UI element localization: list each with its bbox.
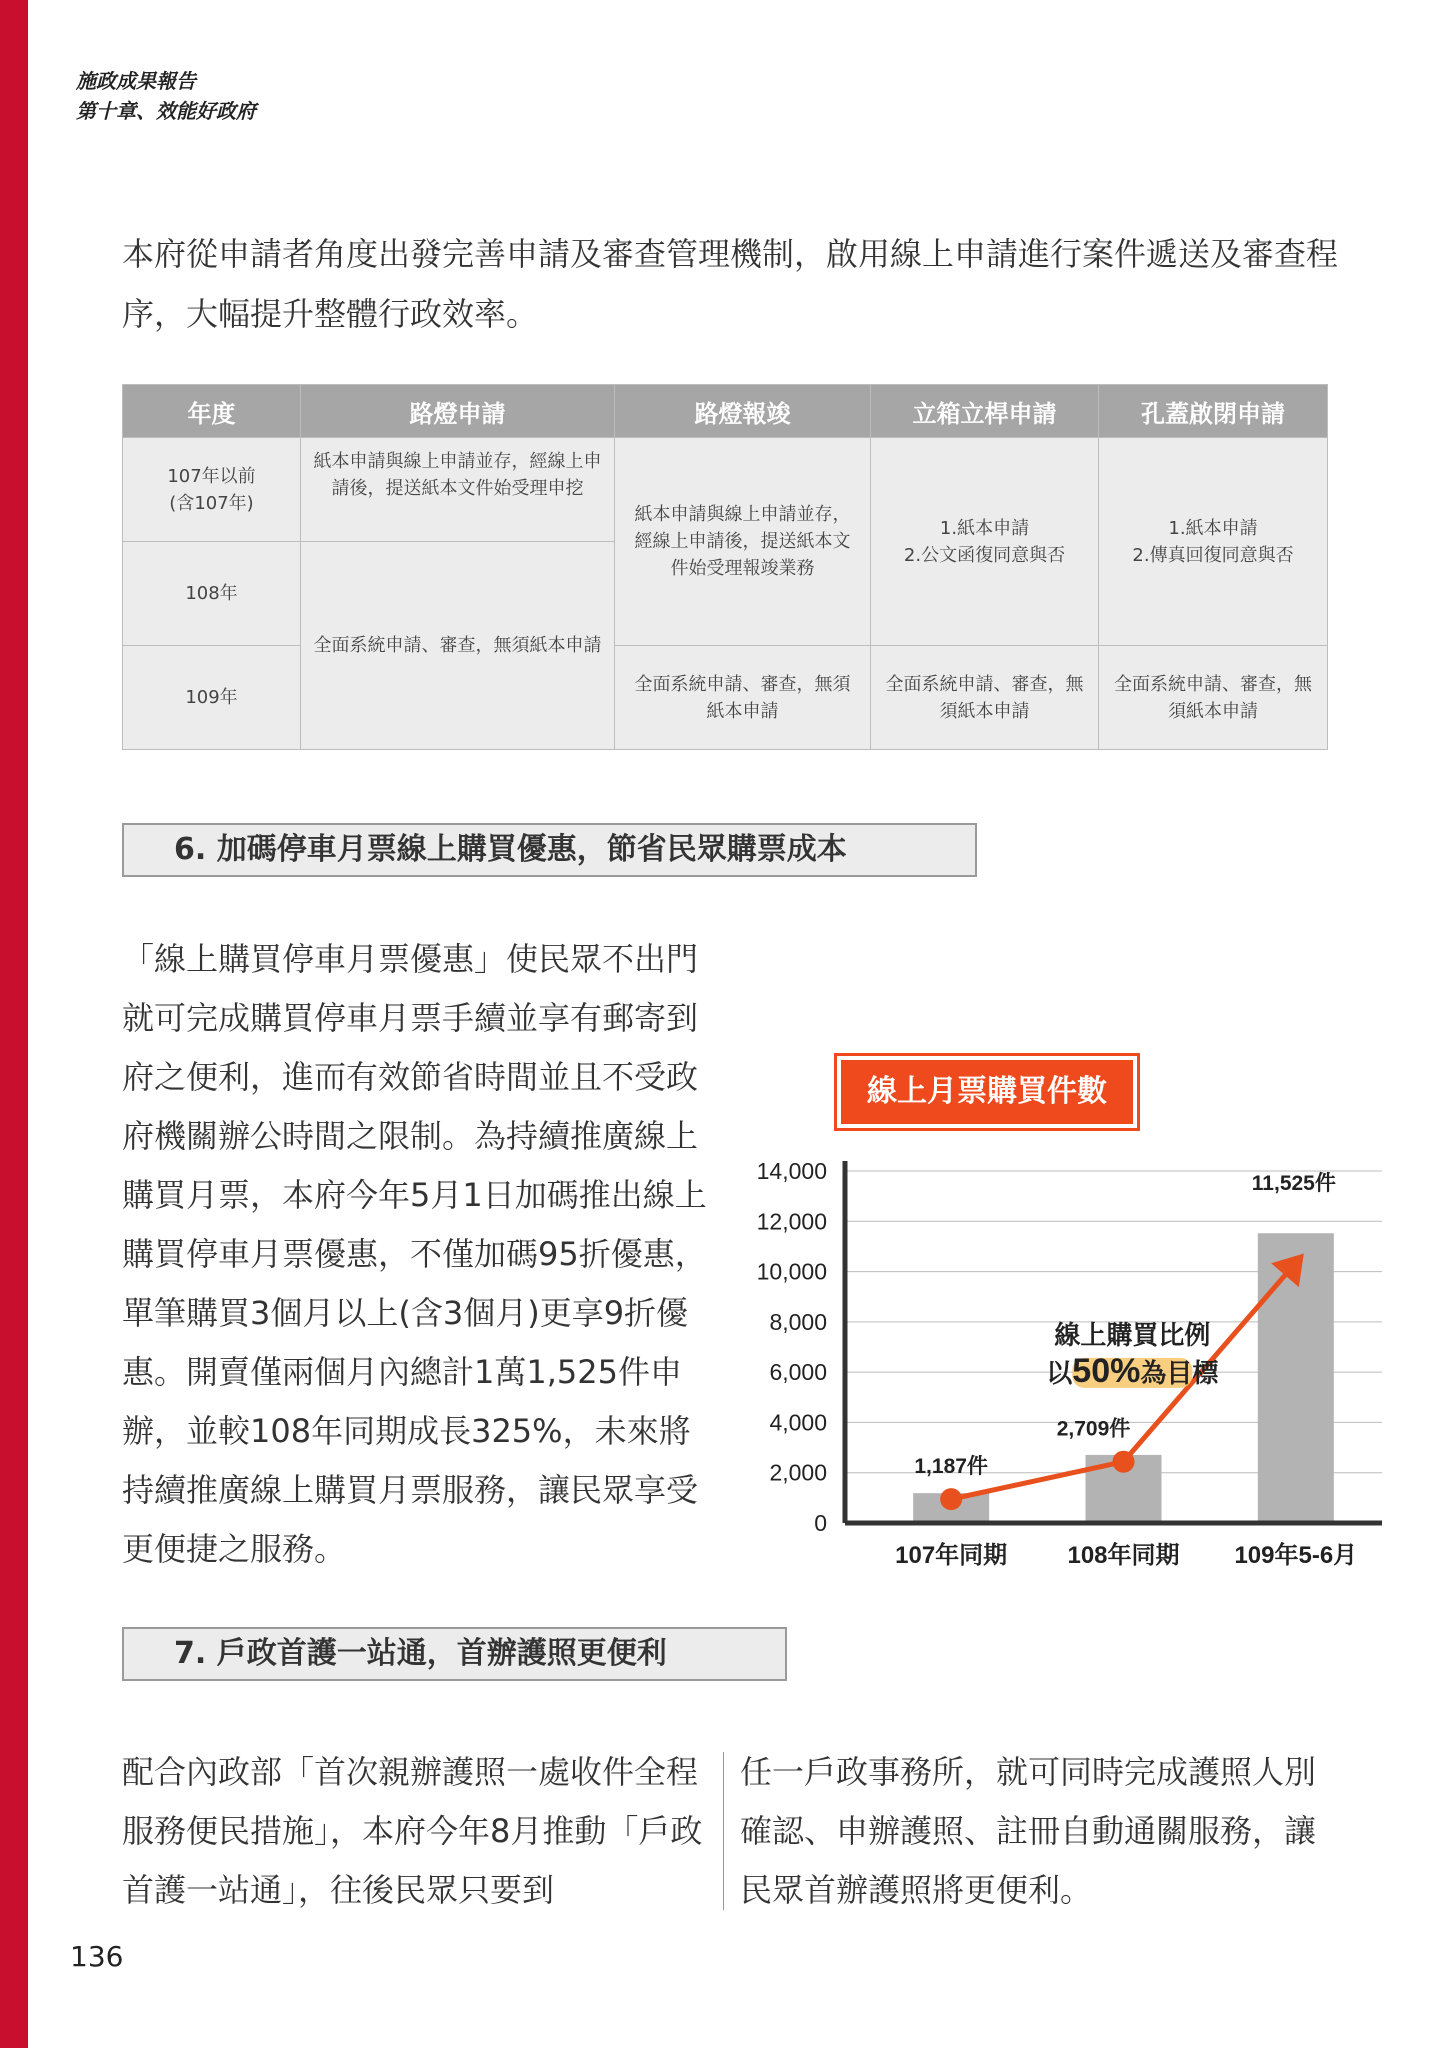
header-manhole-apply: 孔蓋啟閉申請: [1099, 385, 1328, 438]
section-6-paragraph: 「線上購買停車月票優惠」使民眾不出門就可完成購買停車月票手續並享有郵寄到府之便利，進而有效節省時間並且不受政府機關辦公時間之限制。為持續推廣線上購買月票，本府今年5月1日加碼推出線上購買停車月票優惠，不僅加碼95折優惠，單筆購買3個月以上(含3個月)更享9折優惠。開賣僅兩個月內總計1萬1,525件申辦，並較108年同期成長325%，未來將持續推廣線上購買月票服務，讓民眾享受更便捷之服務。: [122, 940, 707, 1568]
section-7-paragraph-right: 任一戶政事務所，就可同時完成護照人別確認、申辦護照、註冊自動通關服務，讓民眾首辦護照將更便利。: [740, 1753, 1317, 1909]
y-tick-label: 2,000: [769, 1459, 827, 1486]
annotation-percent: 50%: [1072, 1351, 1141, 1390]
trend-point: [1113, 1451, 1135, 1473]
y-tick-label: 8,000: [769, 1308, 827, 1335]
streetlight-complete-paper: 紙本申請與線上申請並存，經線上申請後，提送紙本文件始受理報竣業務: [615, 438, 871, 646]
header-year: 年度: [123, 385, 301, 438]
section-7-paragraph-left: 配合內政部「首次親辦護照一處收件全程服務便民措施」，本府今年8月推動「戶政首護一站通」，往後民眾只要到: [122, 1753, 703, 1909]
streetlight-apply-online: 全面系統申請、審查，無須紙本申請: [301, 542, 615, 750]
data-label: 2,709件: [1056, 1417, 1131, 1441]
header-streetlight-complete: 路燈報竣: [615, 385, 871, 438]
chart-title: 線上月票購買件數: [841, 1060, 1133, 1124]
x-tick-label: 109年5-6月: [1234, 1542, 1358, 1569]
y-tick-label: 14,000: [756, 1158, 827, 1184]
section-7-title: 7. 戶政首護一站通，首辦護照更便利: [122, 1627, 787, 1681]
intro-paragraph: 本府從申請者角度出發完善申請及審查管理機制，啟用線上申請進行案件遞送及審查程序，大幅提升整體行政效率。: [122, 235, 1339, 333]
trend-point: [940, 1488, 962, 1510]
y-tick-label: 10,000: [756, 1258, 827, 1285]
chapter-title: 第十章、效能好政府: [76, 99, 256, 123]
header-box-pole-apply: 立箱立桿申請: [871, 385, 1099, 438]
table-row: [123, 438, 1328, 542]
annotation-line-2: [1046, 1352, 1219, 1390]
y-tick-label: 4,000: [769, 1409, 827, 1436]
streetlight-complete-online: 全面系統申請、審查，無須紙本申請: [615, 646, 871, 750]
y-tick-label: 12,000: [756, 1208, 827, 1235]
x-tick-label: 107年同期: [895, 1542, 1008, 1569]
year-cell-107: 107年以前 (含107年): [123, 438, 301, 542]
side-accent-bar: [0, 0, 28, 2048]
section-6-title: 6. 加碼停車月票線上購買優惠，節省民眾購票成本: [122, 823, 977, 877]
annotation-prefix: 以: [1046, 1357, 1073, 1388]
column-divider: [723, 1752, 724, 1910]
annotation-line-1: 線上購買比例: [1054, 1319, 1211, 1350]
page-number: 136: [70, 1940, 124, 1973]
year-cell-108: 108年: [123, 542, 301, 646]
manhole-online: 全面系統申請、審查，無須紙本申請: [1099, 646, 1328, 750]
x-tick-label: 108年同期: [1067, 1542, 1180, 1569]
data-label: 11,525件: [1251, 1171, 1336, 1195]
data-label: 1,187件: [914, 1455, 988, 1479]
monthly-pass-chart: [730, 1045, 1390, 1585]
application-process-table: [122, 384, 1328, 750]
table-header-row: [123, 385, 1328, 438]
box-pole-paper: 1.紙本申請 2.公文函復同意與否: [871, 438, 1099, 646]
streetlight-apply-paper: 紙本申請與線上申請並存，經線上申請後，提送紙本文件始受理申挖: [301, 438, 615, 542]
y-tick-label: 6,000: [769, 1359, 827, 1386]
year-cell-109: 109年: [123, 646, 301, 750]
manhole-paper: 1.紙本申請 2.傳真回復同意與否: [1099, 438, 1328, 646]
report-title: 施政成果報告: [76, 69, 196, 93]
header-streetlight-apply: 路燈申請: [301, 385, 615, 438]
box-pole-online: 全面系統申請、審查，無須紙本申請: [871, 646, 1099, 750]
chart-plot: [730, 1045, 1390, 1585]
page-header: [76, 66, 256, 126]
annotation-suffix: 為目標: [1140, 1357, 1219, 1388]
y-tick-label: 0: [814, 1510, 827, 1536]
